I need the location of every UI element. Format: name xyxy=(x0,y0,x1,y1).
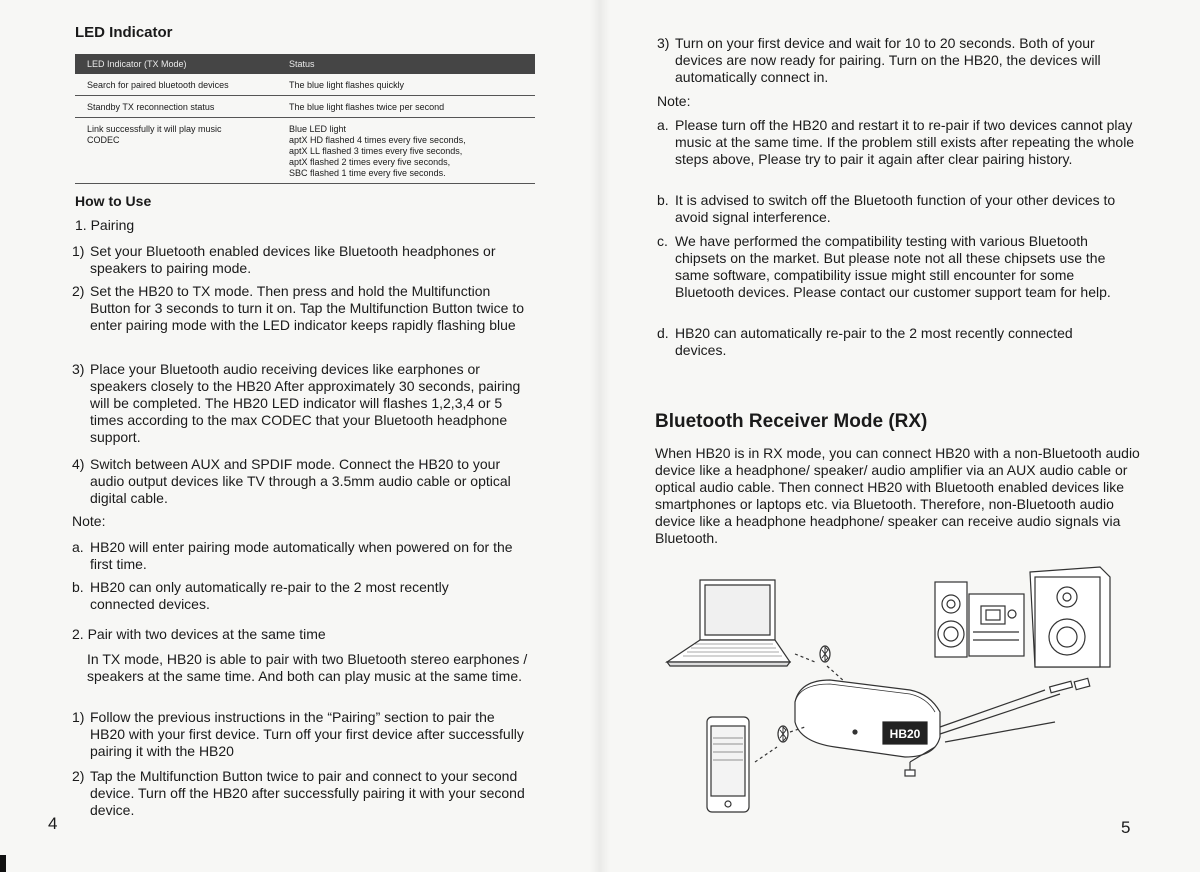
note-letter: a. xyxy=(657,117,669,133)
rx-mode-paragraph: When HB20 is in RX mode, you can connect HB20 with a non-Bluetooth audio device like a headphone/ speaker/ audio amplifier via an AUX audio cable or optical audio cable. Then connect HB20 with Bluetooth enabled devices like smartphones or laptops etc. via Bluetooth. Therefore, non-Bluetooth audio device like a headphone headphone/ speaker can receive audio signals via Bluetooth. xyxy=(655,445,1140,546)
hb20-device-label: HB20 xyxy=(889,727,921,741)
note-letter: b. xyxy=(72,579,84,595)
table-header-status: Status xyxy=(277,54,535,74)
step-number: 2) xyxy=(72,768,85,784)
note-b xyxy=(72,579,517,613)
table-row xyxy=(75,118,535,184)
table-cell-mode: Standby TX reconnection status xyxy=(75,96,277,118)
note-d xyxy=(657,325,1102,359)
status-line: aptX LL flashed 3 times every five seconds, xyxy=(289,146,463,156)
rx-connection-illustration xyxy=(655,562,1125,820)
note-letter: c. xyxy=(657,233,668,249)
table-cell-status xyxy=(277,96,535,118)
scan-edge-mark xyxy=(0,855,6,872)
note-text: HB20 can automatically re-pair to the 2 most recently connected devices. xyxy=(675,325,1073,358)
note-a xyxy=(72,539,527,573)
note-letter: b. xyxy=(657,192,669,208)
note-a xyxy=(657,117,1137,168)
table-cell-status xyxy=(277,118,535,184)
pair-two-step-2 xyxy=(72,768,532,819)
note-b xyxy=(657,192,1122,226)
page-number-right: 5 xyxy=(1121,818,1131,837)
note-text: We have performed the compatibility testing with various Bluetooth chipsets on the market. But please note not all these chipsets use the same software, compatibility issue might still encounter for some Bluetooth devices. Please contact our customer support team for help. xyxy=(675,233,1111,300)
note-letter: a. xyxy=(72,539,84,555)
step-number: 3) xyxy=(72,361,85,377)
note-letter: d. xyxy=(657,325,669,341)
note-text: HB20 can only automatically re-pair to the 2 most recently connected devices. xyxy=(90,579,449,612)
pair-two-intro: In TX mode, HB20 is able to pair with two Bluetooth stereo earphones / speakers at the same time. And both can play music at the same time. xyxy=(87,651,528,684)
step-text: Tap the Multifunction Button twice to pair and connect to your second device. Turn off the HB20 after successfully pairing it with your second device. xyxy=(90,768,525,818)
bluetooth-icon xyxy=(820,646,830,662)
note-text: Please turn off the HB20 and restart it to re-pair if two devices cannot play music at the same time. If the problem still exists after repeating the whole steps above, Please try to pair it again after clear pairing history. xyxy=(675,117,1135,167)
table-cell-status xyxy=(277,74,535,96)
illustration-svg xyxy=(655,562,1125,820)
table-header-row xyxy=(75,54,535,74)
pairing-heading: 1. Pairing xyxy=(75,217,135,233)
step-number: 4) xyxy=(72,456,85,472)
speaker-right-icon xyxy=(1030,567,1110,667)
step-text: Turn on your first device and wait for 10 to 20 seconds. Both of your devices are now ready for pairing. Turn on the HB20, the devices will automatically connect in. xyxy=(675,35,1101,85)
stereo-unit-icon xyxy=(969,594,1024,656)
pairing-step-4 xyxy=(72,456,537,507)
note-label: Note: xyxy=(72,513,106,529)
status-line: aptX HD flashed 4 times every five seconds, xyxy=(289,135,466,145)
pairing-step-1 xyxy=(72,243,537,277)
step-number: 2) xyxy=(72,283,85,299)
table-cell-mode: Search for paired bluetooth devices xyxy=(75,74,277,96)
note-label: Note: xyxy=(657,93,691,109)
status-line: The blue light flashes quickly xyxy=(289,80,405,90)
step-text: Follow the previous instructions in the “Pairing” section to pair the HB20 with your first device. Turn off your first device after successfully pairing it with the HB20 xyxy=(90,709,524,759)
bluetooth-icon xyxy=(778,726,788,742)
step-text: Set the HB20 to TX mode. Then press and hold the Multifunction Button for 3 seconds to turn it on. Tap the Multifunction Button twice to enter pairing mode with the LED indicator keeps rapidly flashing blue xyxy=(90,283,524,333)
pair-two-step-3 xyxy=(657,35,1122,86)
how-to-use-heading: How to Use xyxy=(75,193,152,209)
status-line: aptX flashed 2 times every five seconds, xyxy=(289,157,451,167)
hb20-device-icon xyxy=(795,680,940,757)
note-text: HB20 will enter pairing mode automatically when powered on for the first time. xyxy=(90,539,513,572)
pairing-step-3 xyxy=(72,361,537,446)
rx-mode-heading: Bluetooth Receiver Mode (RX) xyxy=(655,411,928,432)
table-row xyxy=(75,96,535,118)
pairing-step-2 xyxy=(72,283,532,334)
step-number: 1) xyxy=(72,243,85,259)
status-line: Blue LED light xyxy=(289,124,347,134)
laptop-icon xyxy=(667,580,790,666)
smartphone-icon xyxy=(707,717,749,812)
note-c xyxy=(657,233,1122,301)
table-row xyxy=(75,74,535,96)
led-indicator-heading: LED Indicator xyxy=(75,24,173,41)
step-text: Place your Bluetooth audio receiving devices like earphones or speakers closely to the HB20 After approximately 30 seconds, pairing will be completed. The HB20 LED indicator will flashes 1,2,3,4 or 5 times according to the max CODEC that your Bluetooth headphone support. xyxy=(90,361,521,445)
status-line: The blue light flashes twice per second xyxy=(289,102,445,112)
pair-two-heading: 2. Pair with two devices at the same time xyxy=(72,626,326,642)
step-number: 3) xyxy=(657,35,670,51)
step-text: Set your Bluetooth enabled devices like Bluetooth headphones or speakers to pairing mode. xyxy=(90,243,496,276)
speaker-left-icon xyxy=(935,582,967,657)
table-header-mode: LED Indicator (TX Mode) xyxy=(75,54,277,74)
page-number-left: 4 xyxy=(48,814,58,833)
step-text: Switch between AUX and SPDIF mode. Connect the HB20 to your audio output devices like TV through a 3.5mm audio cable or optical digital cable. xyxy=(90,456,511,506)
step-number: 1) xyxy=(72,709,85,725)
status-line: SBC flashed 1 time every five seconds. xyxy=(289,168,446,178)
pair-two-step-1 xyxy=(72,709,532,760)
table-cell-mode: Link successfully it will play music CODEC xyxy=(75,118,277,184)
note-text: It is advised to switch off the Bluetooth function of your other devices to avoid signal interference. xyxy=(675,192,1116,225)
led-indicator-table xyxy=(75,54,535,184)
